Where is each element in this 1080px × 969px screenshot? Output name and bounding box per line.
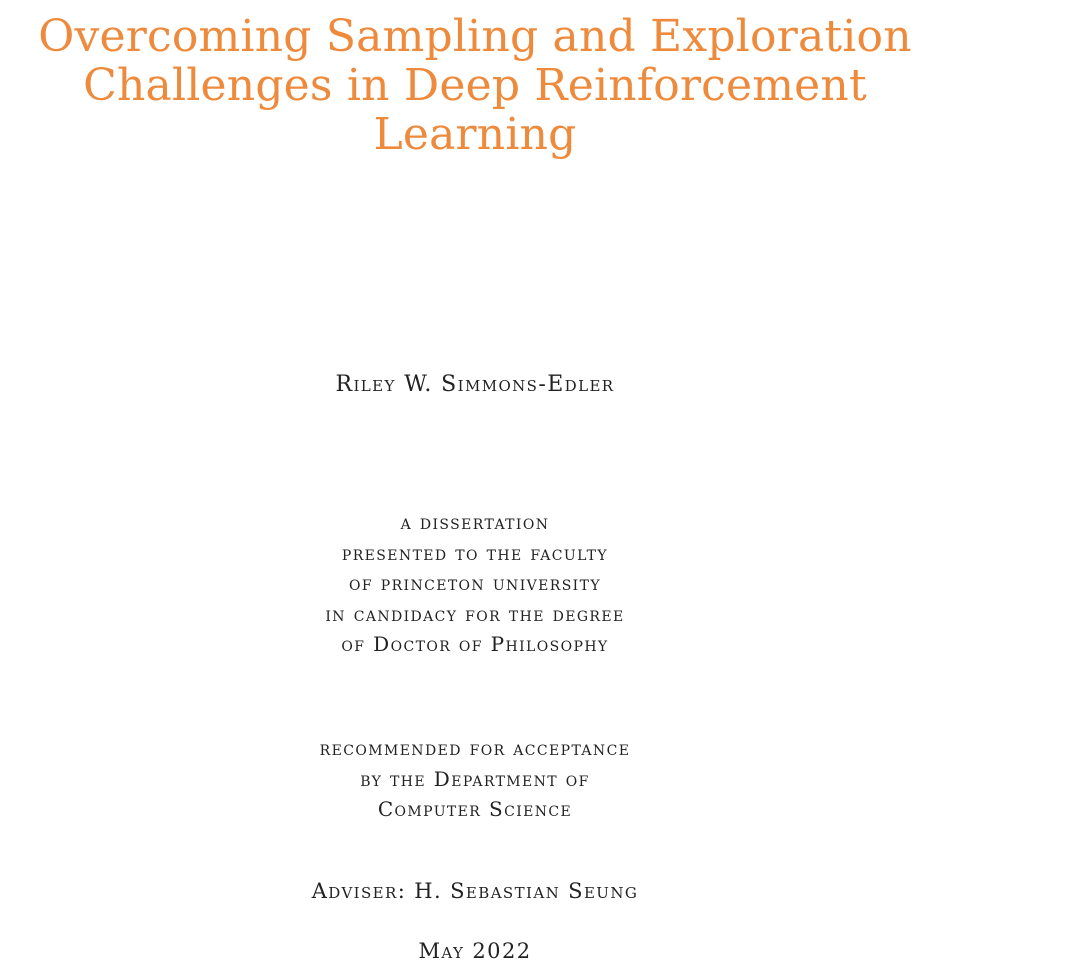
dissertation-line: in candidacy for the degree	[325, 601, 625, 626]
submission-date: May 2022	[418, 939, 532, 963]
title-line: Overcoming Sampling and Exploration	[38, 11, 912, 62]
dissertation-title	[0, 12, 950, 159]
title-line: Learning	[373, 109, 577, 160]
title-line: Challenges in Deep Reinforcement	[83, 60, 867, 111]
recommendation-line: by the Department of	[360, 766, 590, 791]
dissertation-line: of princeton university	[349, 571, 601, 595]
adviser-line: Adviser: H. Sebastian Seung	[311, 879, 639, 903]
dissertation-line: presented to the faculty	[341, 540, 609, 565]
recommendation-line: recommended for acceptance	[319, 736, 631, 760]
dissertation-statement	[0, 507, 950, 660]
recommendation-statement	[0, 733, 950, 825]
recommendation-line: Computer Science	[377, 797, 573, 821]
dissertation-line: a dissertation	[400, 510, 550, 534]
author-name: Riley W. Simmons-Edler	[335, 372, 615, 397]
dissertation-line: of Doctor of Philosophy	[341, 632, 609, 656]
